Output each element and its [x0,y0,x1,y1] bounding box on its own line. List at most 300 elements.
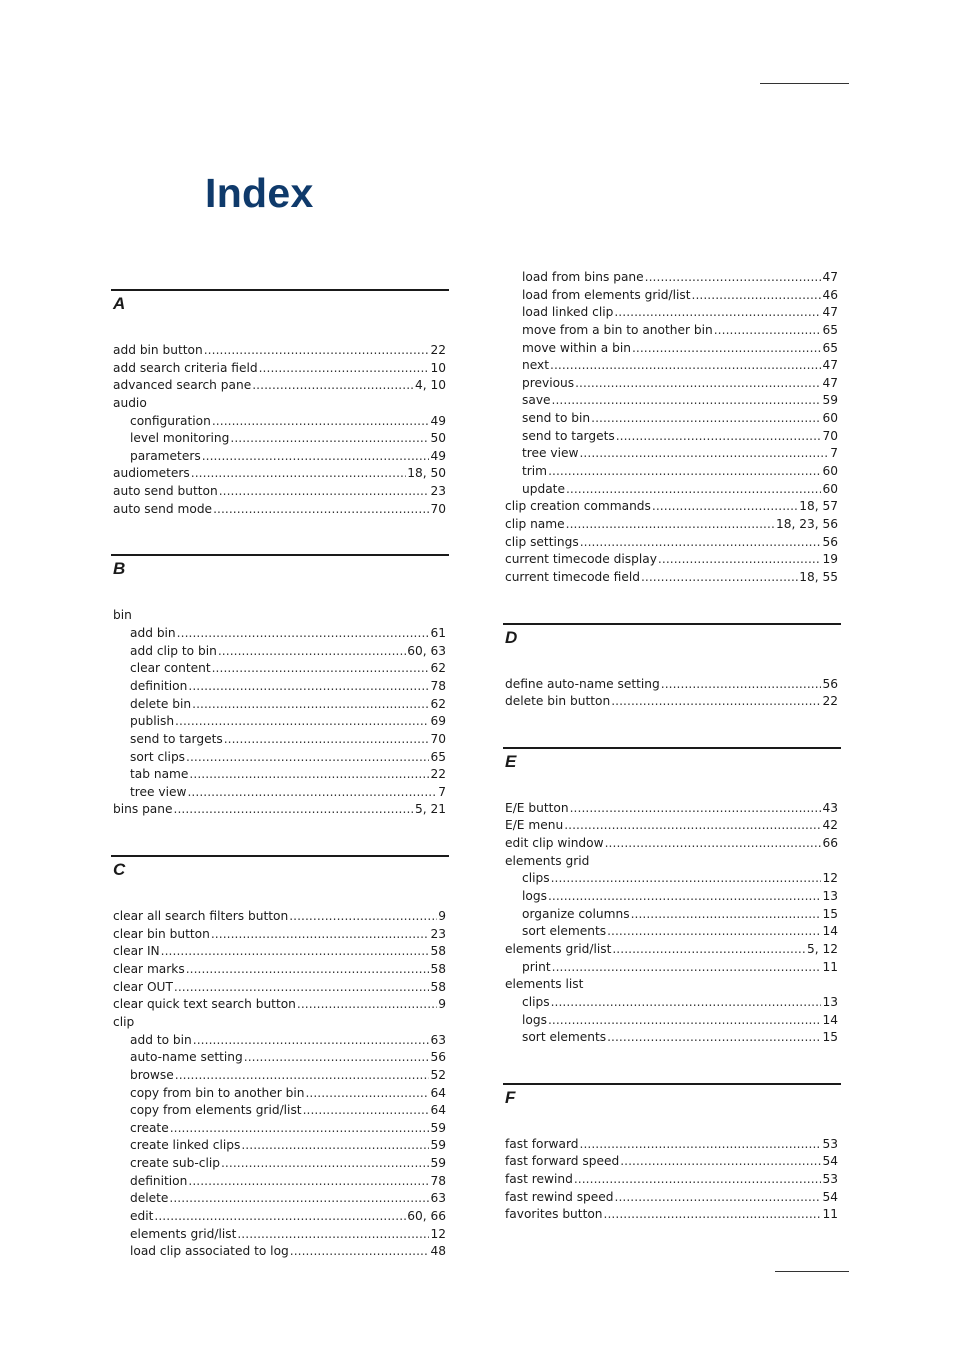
index-entry-organize-columns [522,906,838,924]
index-term: load from bins pane [522,270,644,284]
dot-leader [658,551,822,569]
index-page-numbers: 10 [430,360,446,375]
index-term: fast rewind [505,1172,573,1187]
dot-leader [237,1226,429,1244]
index-entry-level-monitoring [130,430,446,448]
index-page-numbers: 19 [822,552,838,567]
index-entry-definition [130,1173,446,1191]
index-entry-load-from-bins-pane [522,269,838,287]
index-entry-tree-view [130,784,446,802]
index-page-numbers: 7 [830,446,838,461]
dot-leader [632,340,822,358]
index-entry-create [130,1120,446,1138]
dot-leader [661,676,822,694]
index-term: publish [130,714,175,729]
index-term: fast forward [505,1136,579,1151]
index-page-numbers: 13 [822,994,838,1009]
index-entry-move-within-a-bin [522,340,838,358]
index-term: clip [113,1014,135,1029]
index-entry-clip-creation-commands [505,498,838,516]
dot-leader [212,413,430,431]
index-section-d [503,587,841,711]
dot-leader [188,678,429,696]
index-entry-delete-bin-button [505,693,838,711]
dot-leader [566,481,822,499]
index-entry-send-to-targets [522,428,838,446]
index-page-numbers: 47 [822,358,838,373]
dot-leader [692,287,822,305]
section-heading [111,855,449,908]
index-entry-add-search-criteria-field [113,360,446,378]
index-entry-sort-elements [522,1029,838,1047]
index-term: copy from elements grid/list [130,1103,302,1118]
index-entry-definition [130,678,446,696]
index-page-numbers: 78 [430,1173,446,1188]
index-term: clip settings [505,534,579,549]
index-term: clip name [505,516,565,531]
index-entry-auto-send-mode [113,501,446,519]
index-entry-logs [522,888,838,906]
index-entry-elements-grid [505,853,838,871]
index-page-numbers: 62 [430,661,446,676]
dot-leader [244,1049,430,1067]
index-entry-add-clip-to-bin [130,643,446,661]
index-term: update [522,481,565,496]
dot-leader [604,1206,822,1224]
index-entry-delete [130,1190,446,1208]
index-column-left [111,289,449,1261]
index-entry-tree-view [522,445,838,463]
dot-leader [154,1208,406,1226]
index-term: clips [522,871,550,886]
index-term: delete bin [130,696,192,711]
index-page-numbers: 78 [430,678,446,693]
dot-leader [177,625,430,643]
dot-leader [580,1136,822,1154]
index-page-numbers: 56 [822,534,838,549]
index-entry-create-linked-clips [130,1137,446,1155]
dot-leader [191,465,406,483]
index-page-numbers: 12 [430,1226,446,1241]
index-term: tree view [522,446,579,461]
index-page-numbers: 5, 21 [414,802,446,817]
index-term: send to targets [522,428,615,443]
index-term: configuration [130,413,211,428]
index-page-numbers: 15 [822,1030,838,1045]
dot-leader [221,1155,430,1173]
index-term: clear IN [113,944,160,959]
index-page-numbers: 46 [822,287,838,302]
dot-leader [607,1029,821,1047]
index-term: fast rewind speed [505,1189,614,1204]
dot-leader [548,1012,822,1030]
dot-leader [552,959,822,977]
index-term: elements list [505,977,584,992]
index-entry-elements-grid-list [130,1226,446,1244]
index-term: elements grid/list [130,1226,237,1241]
index-term: clear quick text search button [113,997,296,1012]
index-entry-audiometers [113,465,446,483]
index-entry-clip-settings [505,534,838,552]
dot-leader [548,463,821,481]
dot-leader [611,693,821,711]
index-entry-load-clip-associated-to-log [130,1243,446,1261]
dot-leader [551,994,822,1012]
index-term: define auto-name setting [505,676,660,691]
index-entry-browse [130,1067,446,1085]
dot-leader [186,961,430,979]
index-entry-clips [522,994,838,1012]
dot-leader [241,1137,429,1155]
dot-leader [612,941,806,959]
index-term: auto send button [113,484,218,499]
dot-leader [175,1067,430,1085]
index-page-numbers: 47 [822,305,838,320]
index-term: clear content [130,661,211,676]
index-term: advanced search pane [113,378,252,393]
index-entry-bins-pane [113,801,446,819]
index-term: bin [113,608,132,623]
index-entry-fast-forward [505,1136,838,1154]
section-letter: D [505,627,518,647]
index-page-numbers: 4, 10 [414,378,446,393]
index-term: add to bin [130,1032,192,1047]
index-entry-copy-from-elements-grid-list [130,1102,446,1120]
dot-leader [290,1243,430,1261]
dot-leader [170,1120,430,1138]
index-entry-copy-from-bin-to-another-bin [130,1085,446,1103]
index-section-e [503,711,841,1047]
index-page-numbers: 63 [430,1032,446,1047]
index-term: send to bin [522,411,591,426]
index-page-numbers: 59 [430,1138,446,1153]
index-page-numbers: 60, 63 [407,643,446,658]
index-page-numbers: 59 [430,1120,446,1135]
index-entry-add-bin-button [113,342,446,360]
index-entry-parameters [130,448,446,466]
index-term: edit [130,1208,154,1223]
index-entry-clear-marks [113,961,446,979]
section-letter: B [113,559,126,579]
index-term: E/E menu [505,818,564,833]
index-term: bins pane [113,802,173,817]
index-page-numbers: 22 [822,694,838,709]
index-entry-tab-name [130,766,446,784]
index-term: send to targets [130,731,223,746]
index-term: organize columns [522,906,630,921]
index-page-numbers: 18, 50 [407,466,446,481]
index-entry-audio [113,395,446,413]
index-term: tab name [130,767,189,782]
index-page-numbers: 18, 23, 56 [775,516,838,531]
dot-leader [189,766,429,784]
index-term: edit clip window [505,836,604,851]
dot-leader [303,1102,430,1120]
index-page-numbers: 43 [822,800,838,815]
index-term: add clip to bin [130,643,217,658]
dot-leader [564,817,821,835]
index-term: move within a bin [522,340,631,355]
header-rule [760,83,849,84]
dot-leader [575,375,821,393]
dot-leader [213,501,429,519]
footer-rule [775,1271,849,1272]
index-term: create [130,1120,169,1135]
index-term: delete bin button [505,694,611,709]
index-entry-next [522,357,838,375]
dot-leader [175,713,429,731]
index-term: fast forward speed [505,1154,620,1169]
index-term: load linked clip [522,305,614,320]
index-page-numbers: 58 [430,979,446,994]
dot-leader [193,1032,430,1050]
index-entry-save [522,392,838,410]
dot-leader [174,979,430,997]
dot-leader [297,996,437,1014]
dot-leader [579,445,829,463]
index-entry-auto-send-button [113,483,446,501]
index-entry-send-to-targets [130,731,446,749]
index-term: next [522,358,549,373]
index-entry-load-from-elements-grid-list [522,287,838,305]
dot-leader [169,1190,429,1208]
index-term: definition [130,678,188,693]
dot-leader [188,1173,429,1191]
index-page-numbers: 56 [822,676,838,691]
index-page-numbers: 7 [438,784,446,799]
index-page-numbers: 53 [822,1172,838,1187]
index-page-numbers: 70 [430,731,446,746]
index-term: copy from bin to another bin [130,1085,305,1100]
dot-leader [570,800,822,818]
index-page-numbers: 58 [430,944,446,959]
index-page-numbers: 52 [430,1067,446,1082]
dot-leader [566,516,775,534]
dot-leader [574,1171,822,1189]
index-term: add bin [130,626,176,641]
index-entry-define-auto-name-setting [505,676,838,694]
dot-leader [645,269,822,287]
index-section-f [503,1047,841,1224]
index-page-numbers: 66 [822,836,838,851]
index-entry-sort-elements [522,923,838,941]
index-term: clip creation commands [505,499,651,514]
dot-leader [620,1153,821,1171]
index-page-numbers: 59 [822,393,838,408]
dot-leader [289,908,437,926]
index-term: clear marks [113,962,185,977]
index-term: clear all search filters button [113,909,289,924]
index-entry-current-timecode-field [505,569,838,587]
index-page-numbers: 64 [430,1103,446,1118]
index-page-numbers: 42 [822,818,838,833]
section-letter: C [113,860,126,880]
index-term: clear OUT [113,979,173,994]
index-page-numbers: 47 [822,270,838,284]
index-term: previous [522,375,575,390]
dot-leader [605,835,822,853]
index-term: definition [130,1173,188,1188]
index-entry-trim [522,463,838,481]
dot-leader [192,696,429,714]
index-entry-logs [522,1012,838,1030]
index-page-numbers: 15 [822,906,838,921]
index-page-numbers: 18, 55 [799,569,838,584]
index-page-numbers: 59 [430,1156,446,1171]
index-page-numbers: 48 [430,1244,446,1259]
index-entry-sort-clips [130,749,446,767]
dot-leader [224,731,430,749]
index-page-numbers: 62 [430,696,446,711]
index-entry-add-to-bin [130,1032,446,1050]
index-entry-auto-name-setting [130,1049,446,1067]
dot-leader [186,749,429,767]
index-entry-elements-grid-list [505,941,838,959]
index-term: level monitoring [130,431,230,446]
section-heading [503,1083,841,1136]
index-page-numbers: 54 [822,1189,838,1204]
index-entry-delete-bin [130,696,446,714]
index-entry-print [522,959,838,977]
index-entry-publish [130,713,446,731]
index-page-numbers: 13 [822,889,838,904]
index-term: create sub-clip [130,1156,220,1171]
index-page-numbers: 64 [430,1085,446,1100]
dot-leader [614,304,821,322]
dot-leader [616,428,822,446]
index-term: load clip associated to log [130,1244,289,1259]
section-heading [503,747,841,800]
dot-leader [552,392,822,410]
dot-leader [219,483,430,501]
dot-leader [550,357,821,375]
index-entry-edit-clip-window [505,835,838,853]
dot-leader [591,410,821,428]
section-letter: F [505,1087,516,1107]
index-page-numbers: 18, 57 [799,499,838,514]
index-term: auto send mode [113,501,213,516]
index-page-numbers: 65 [430,749,446,764]
index-page-numbers: 53 [822,1136,838,1151]
index-page-numbers: 22 [430,343,446,357]
dot-leader [187,784,437,802]
index-section-a [111,289,449,518]
index-term: E/E button [505,800,569,815]
index-entry-clip [113,1014,446,1032]
index-entry-current-timecode-display [505,551,838,569]
index-term: elements grid/list [505,941,612,956]
index-entry-fast-rewind-speed [505,1189,838,1207]
index-page-numbers: 9 [438,997,446,1012]
index-page-numbers: 12 [822,871,838,886]
index-term: audiometers [113,466,190,481]
dot-leader [580,534,822,552]
index-page-numbers: 49 [430,448,446,463]
index-entry-load-linked-clip [522,304,838,322]
index-page-numbers: 60, 66 [407,1208,446,1223]
index-entry-e-e-menu [505,817,838,835]
dot-leader [174,801,414,819]
section-heading [111,289,449,342]
index-entry-clip-name [505,516,838,534]
index-entry-clear-bin-button [113,926,446,944]
index-entry-favorites-button [505,1206,838,1224]
index-term: parameters [130,448,201,463]
index-page-numbers: 70 [822,428,838,443]
index-entry-clear-out [113,979,446,997]
dot-leader [202,448,430,466]
dot-leader [607,923,821,941]
index-page-numbers: 60 [822,411,838,426]
index-term: delete [130,1191,169,1206]
index-term: trim [522,464,548,479]
index-term: move from a bin to another bin [522,322,713,337]
dot-leader [551,870,822,888]
index-page-numbers: 58 [430,962,446,977]
index-term: sort elements [522,1030,607,1045]
index-entry-create-sub-clip [130,1155,446,1173]
index-entry-fast-forward-speed [505,1153,838,1171]
index-page-numbers: 54 [822,1154,838,1169]
dot-leader [218,643,406,661]
index-page-numbers: 61 [430,626,446,641]
index-term: print [522,959,551,974]
index-term: current timecode display [505,552,657,567]
dot-leader [631,906,822,924]
index-entry-clear-in [113,943,446,961]
dot-leader [615,1189,822,1207]
index-term: logs [522,889,547,904]
dot-leader [714,322,822,340]
index-entry-clear-content [130,660,446,678]
index-page-numbers: 9 [438,909,446,924]
index-term: logs [522,1012,547,1027]
index-term: clear bin button [113,926,210,941]
dot-leader [212,660,430,678]
index-term: add bin button [113,343,203,357]
section-letter: E [505,751,517,771]
index-entry-fast-rewind [505,1171,838,1189]
dot-leader [161,943,430,961]
dot-leader [548,888,822,906]
index-section-b [111,518,449,819]
page-title: Index [205,170,314,216]
index-entry-clear-quick-text-search-button [113,996,446,1014]
index-entry-previous [522,375,838,393]
index-page-numbers: 14 [822,924,838,939]
index-entry-clear-all-search-filters-button [113,908,446,926]
index-term: browse [130,1067,174,1082]
index-term: favorites button [505,1207,603,1222]
dot-leader [641,569,798,587]
dot-leader [211,926,430,944]
dot-leader [204,342,430,360]
dot-leader [252,377,414,395]
index-term: sort clips [130,749,186,764]
section-letter: A [113,294,126,313]
index-page-numbers: 11 [822,959,838,974]
index-page-numbers: 47 [822,375,838,390]
section-heading [111,554,449,607]
index-page-numbers: 23 [430,926,446,941]
index-page-numbers: 60 [822,481,838,496]
index-page-numbers: 11 [822,1207,838,1222]
index-page-numbers: 50 [430,431,446,446]
index-page-numbers: 14 [822,1012,838,1027]
index-term: sort elements [522,924,607,939]
index-page-numbers: 63 [430,1191,446,1206]
index-entry-add-bin [130,625,446,643]
